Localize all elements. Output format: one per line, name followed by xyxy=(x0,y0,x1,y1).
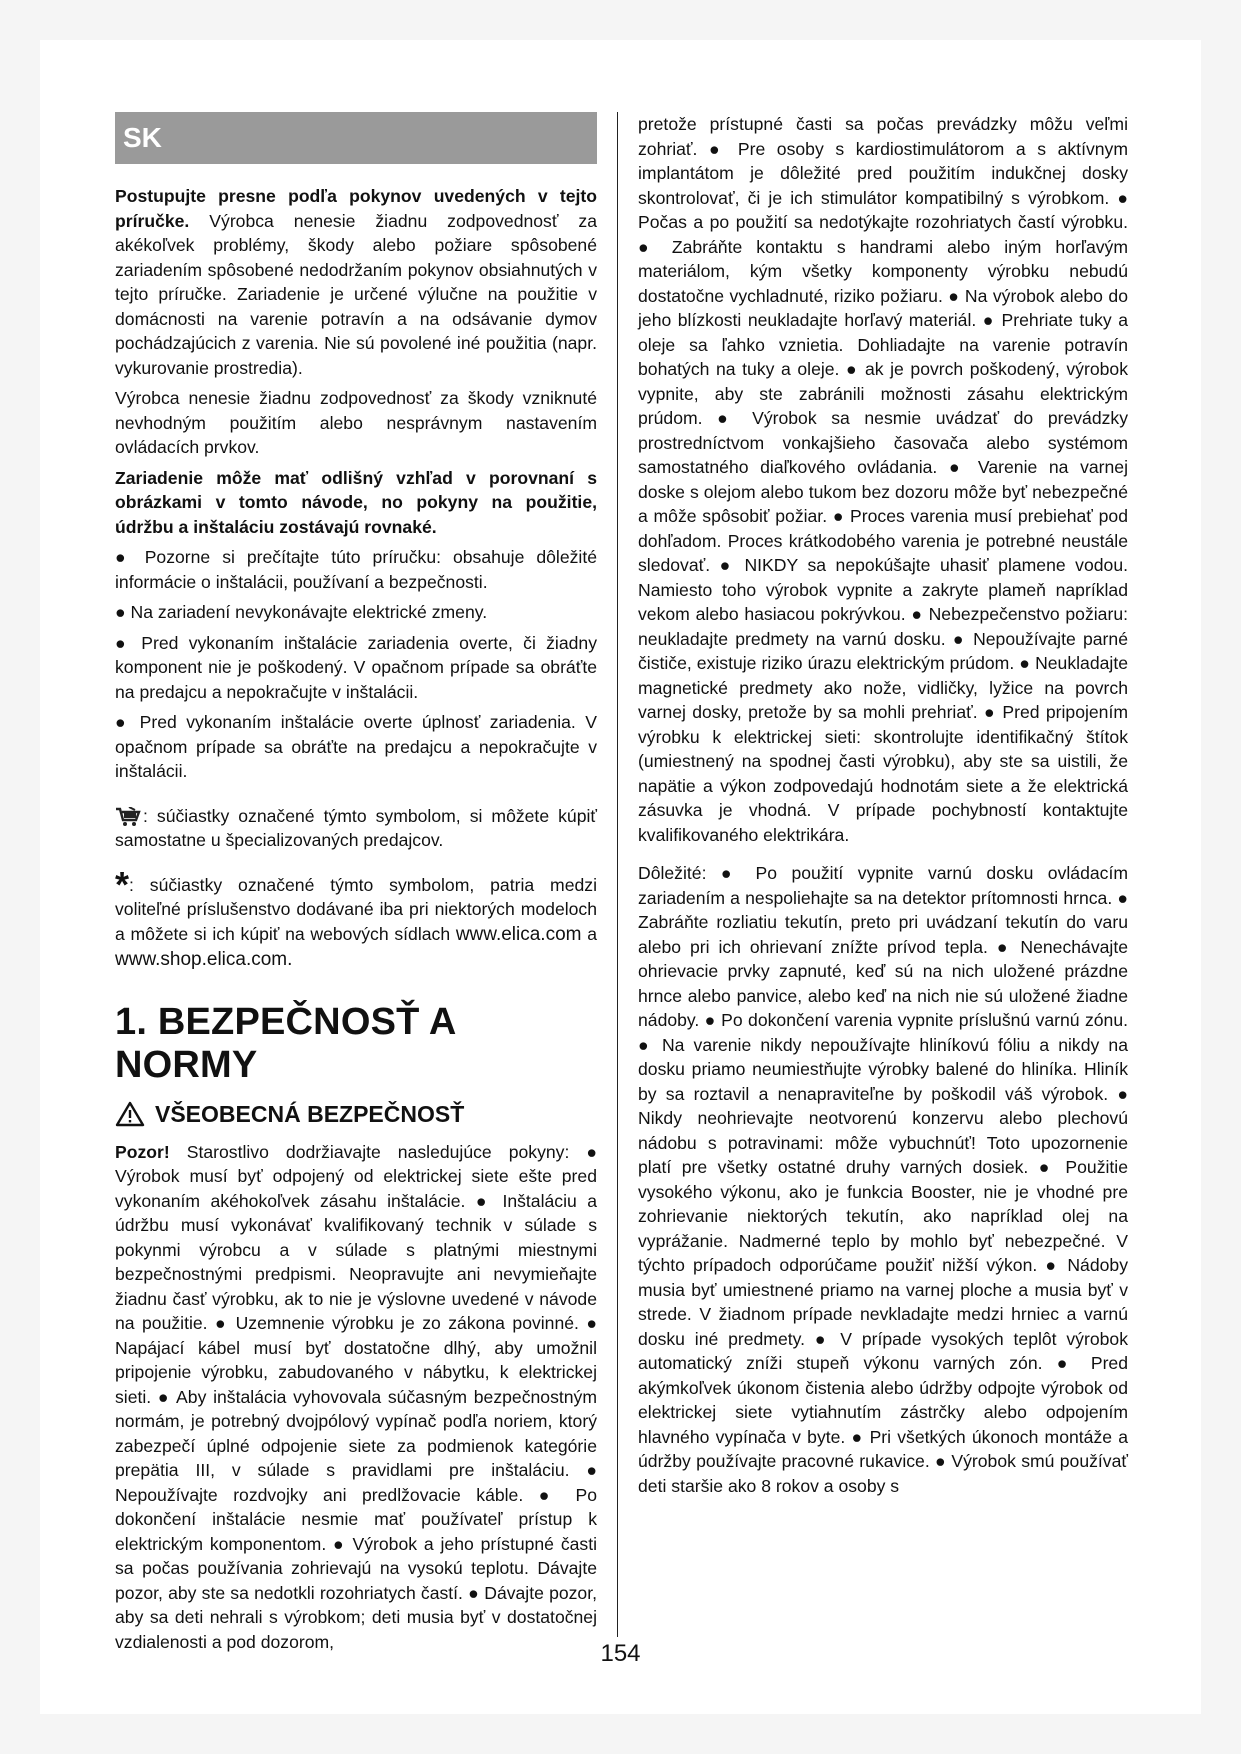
manufacturer-paragraph: Výrobca nenesie žiadnu zodpovednosť za škody vzniknuté nevhodným použitím alebo nesprávnym nastavením ovládacích prvkov. xyxy=(115,388,597,457)
cart-symbol-text: : súčiastky označené týmto symbolom, si môžete kúpiť samostatne u špecializovaných predajcov. xyxy=(115,805,597,850)
bullet-no-electrical-changes: ● Na zariadení nevykonávajte elektrické zmeny. xyxy=(115,602,488,622)
page-number: 154 xyxy=(600,1640,641,1667)
website-and: a xyxy=(581,923,597,944)
language-header: SK xyxy=(115,112,597,164)
bullet-check-completeness: ● Pred vykonaním inštalácie overte úplnosť zariadenia. V opačnom prípade sa obráťte na predajcu a nepokračujte v inštalácii. xyxy=(115,712,597,781)
right-paragraph-1: pretože prístupné časti sa počas prevádzky môžu veľmi zohriať. ● Pre osoby s kardiostimulátorom a s aktívnym implantátom je dôležité pred použitím indukčnej dosky skontrolovať, či je ich stimulátor kompatibilný s výrobkom. ● Počas a po použití sa nedotýkajte rozohriatych častí výrobku. ● Zabráňte kontaktu s handrami alebo iným horľavým materiálom, kým všetky komponenty výrobku nebudú dostatočne vychladnuté, riziko požiaru. ● Na výrobok alebo do jeho blízkosti neukladajte horľavý materiál. ● Prehriate tuky a oleje sa ľahko vznietia. Dohliadajte na varenie potravín bohatých na tuky a oleje. ● ak je povrch poškodený, výrobok vypnite, aby ste zabránili možnosti zásahu elektrickým prúdom. ● Výrobok sa nesmie uvádzať do prevádzky prostredníctvom vonkajšieho časovača alebo systémom samostatného diaľkového ovládania. ● Varenie na varnej doske s olejom alebo tukom bez dozoru môže byť nebezpečné a môže spôsobiť požiar. ● Proces varenia musí prebiehať pod dohľadom. Proces krátkodobého varenia je potrebné neustále sledovať. ● NIKDY sa nepokúšajte uhasiť plamene vodou. Namiesto toho výrobok vypnite a zakryte plameň napríklad vekom alebo hasiacou pokrývkou. ● Nebezpečenstvo požiaru: neukladajte predmety na varnú dosku. ● Nepoužívajte parné čističe, existuje riziko úrazu elektrickým prúdom. ● Neukladajte magnetické predmety ako nože, vidličky, lyžice na povrch varnej dosky, pretože by sa mohli prehriať. ● Pred pripojením výrobku k elektrickej sieti: skontrolujte identifikačný štítok (umiestnený na spodnej časti výrobku), aby ste sa uistili, že napätie a výkon zodpovedajú hodnotám siete a že elektrická zásuvka je vhodná. V prípade pochybností kontaktujte kvalifikovaného elektrikára. xyxy=(638,114,1128,845)
appearance-note: Zariadenie môže mať odlišný vzhľad v porovnaní s obrázkami v tomto návode, no pokyny na použitie, údržbu a inštaláciu zostávajú rovnaké. xyxy=(115,467,597,537)
safety-paragraph xyxy=(115,1140,597,1655)
bullet-check-damage: ● Pred vykonaním inštalácie zariadenia overte, či žiadny komponent nie je poškodený. V opačnom prípade sa obráťte na predajcu a nepokračujte v inštalácii. xyxy=(115,632,597,702)
website-link-shop[interactable]: www.shop.elica.com. xyxy=(115,949,293,970)
right-paragraph-important: Dôležité: ● Po použití vypnite varnú dosku ovládacím zariadením a nespoliehajte sa na detektor prítomnosti hrnca. ● Zabráňte rozliatiu tekutín, preto pri uvádzaní tekutín do varu alebo pri ich ohrievaní znížte prívod tepla. ● Nenechávajte ohrievacie prvky zapnuté, keď sú na nich uložené prázdne hrnce alebo panvice, alebo keď na nich nie sú uložené žiadne nádoby. ● Po dokončení varenia vypnite príslušnú varnú zónu. ● Na varenie nikdy nepoužívajte hliníkovú fóliu a nikdy na dosku priamo neumiestňujte výrobky balené do hliníka. Hliník by sa roztavil a nenapraviteľne by poškodil váš výrobok. ● Nikdy neohrievajte neotvorenú konzervu alebo plechovú nádobu s potravinami: môže vybuchnúť! Toto upozornenie platí pre všetky ostatné druhy varných dosiek. ● Použitie vysokého výkonu, ako je funkcia Booster, nie je vhodné pre zohrievanie niektorých tekutín, ako napríklad olej na vyprážanie. Nadmerné teplo by mohlo byť nebezpečné. V týchto prípadoch odporúčame použiť nižší výkon. ● Nádoby musia byť umiestnené priamo na varnej ploche a musia byť v strede. V žiadnom prípade nevkladajte medzi hrniec a varnú dosku iné predmety. ● V prípade vysokých teplôt výrobok automatický zníži stupeň výkonu varných zón. ● Pred akýmkoľvek úkonom čistenia alebo údržby odpojte výrobok od elektrickej siete vytiahnutím zástrčky alebo odpojením hlavného vypínača v byte. ● Pri všetkých úkonoch montáže a údržby používajte pracovné rukavice. ● Výrobok smú používať deti staršie ako 8 rokov a osoby s xyxy=(638,863,1128,1496)
column-divider xyxy=(617,112,618,1637)
asterisk-icon: * xyxy=(115,863,130,905)
intro-text: Výrobca nenesie žiadnu zodpovednosť za akékoľvek problémy, škody alebo požiare spôsobené zariadením spôsobené nedodržaním pokynov obsiahnutých v tejto príručke. Zariadenie je určené výlučne na použitie v domácnosti na varenie potravín a na odsávanie dymov pochádzajúcich z varenia. Nie sú povolené iné použitia (napr. vykurovanie prostredia). xyxy=(115,210,597,378)
safety-text: Starostlivo dodržiavajte nasledujúce pokyny: ● Výrobok musí byť odpojený od elektrickej siete ešte pred vykonaním akéhokoľvek zásahu inštalácie. ● Inštaláciu a údržbu musí vykonávať kvalifikovaný technik v súlade s pokynmi výrobcu a v súlade s platnými miestnymi bezpečnostnými predpismi. Neopravujte ani nevymieňajte žiadnu časť výrobku, ak to nie je výslovne uvedené v návode na použitie. ● Uzemnenie výrobku je zo zákona povinné. ● Napájací kábel musí byť dostatočne dlhý, aby umožnil pripojenie výrobku, zabudovaného v nábytku, k elektrickej sieti. ● Aby inštalácia vyhovovala súčasným bezpečnostným normám, je potrebný dvojpólový vypínač podľa noriem, ktorý zabezpečí úplné odpojenie siete za podmienok kategórie prepätia III, v súlade s pravidlami pre inštaláciu. ● Nepoužívajte rozdvojky ani predlžovacie káble. ● Po dokončení inštalácie nesmie mať používateľ prístup k elektrickým komponentom. ● Výrobok a jeho prístupné časti sa počas používania zohrievajú na vysokú teplotu. Dávajte pozor, aby ste sa nedotkli rozohriatych častí. ● Dávajte pozor, aby sa deti nehrali s výrobkom; deti musia byť v dostatočnej vzdialenosti a pod dozorom, xyxy=(115,1141,597,1652)
right-column xyxy=(638,112,1128,1504)
subsection-title-text: VŠEOBECNÁ BEZPEČNOSŤ xyxy=(155,1100,465,1127)
star-symbol-text: : súčiastky označené týmto symbolom, patria medzi voliteľné príslušenstvo dodávané iba pri niektorých modeloch a môžete si ich kúpiť na webových sídlach xyxy=(115,874,597,944)
safety-bold: Pozor! xyxy=(115,1141,170,1162)
cart-symbol-paragraph xyxy=(115,804,597,853)
bullet-read-manual: ● Pozorne si prečítajte túto príručku: obsahuje dôležité informácie o inštalácii, používaní a bezpečnosti. xyxy=(115,547,597,592)
intro-paragraph xyxy=(115,184,597,380)
warning-triangle-icon xyxy=(115,1101,145,1127)
subsection-title xyxy=(115,1101,597,1128)
intro-bold: Postupujte presne podľa pokynov uvedených v tejto príručke. xyxy=(115,186,597,231)
star-symbol-paragraph xyxy=(115,863,597,973)
left-column xyxy=(115,112,597,1660)
section-title: 1. BEZPEČNOSŤ A NORMY xyxy=(115,1000,456,1086)
shopping-cart-icon xyxy=(115,807,141,827)
website-link-elica[interactable]: www.elica.com xyxy=(455,923,582,945)
